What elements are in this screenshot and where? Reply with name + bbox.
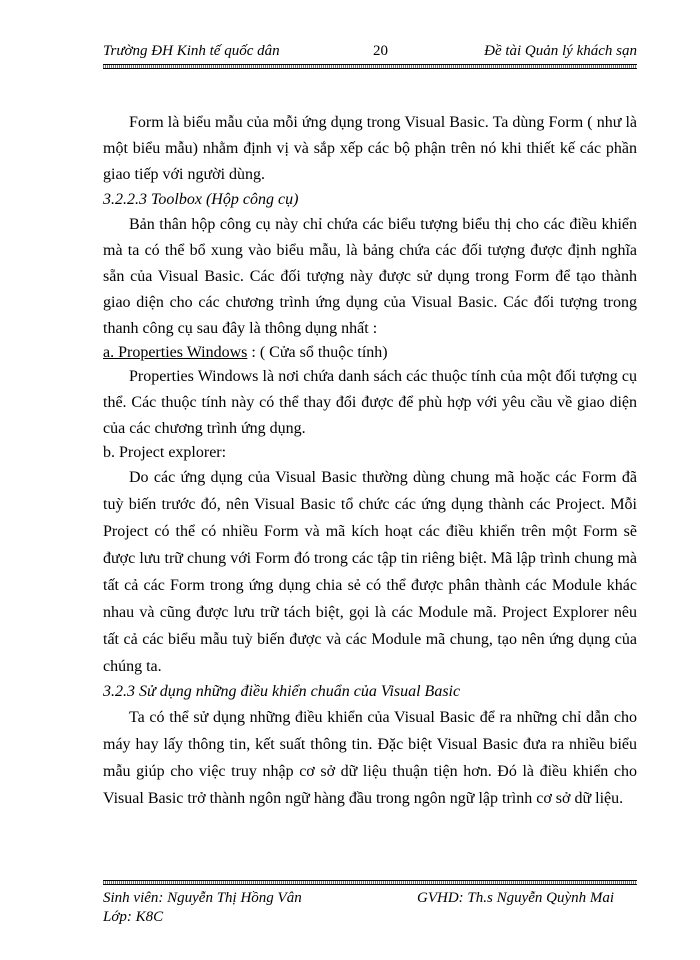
page-number: 20 bbox=[373, 43, 388, 59]
footer-student: Sinh viên: Nguyễn Thị Hồng Vân bbox=[103, 890, 302, 906]
item-heading-properties bbox=[103, 342, 637, 364]
document-body bbox=[103, 110, 637, 812]
paragraph-controls: Ta có thể sử dụng những điều khiển của Visual Basic để ra những chỉ dẫn cho máy hay lấy thông tin, kết suất thông tin. Đặc biệt Visual Basic đưa ra nhiều biểu mẫu giúp cho việc truy nhập cơ sở dữ liệu thuận tiện hơn. Đó là điều khiển cho Visual Basic trở thành ngôn ngữ hàng đầu trong ngôn ngữ lập trình cơ sở dữ liệu. bbox=[103, 709, 637, 807]
footer-class: Lớp: K8C bbox=[103, 909, 164, 925]
header-university: Trường ĐH Kinh tế quốc dân bbox=[103, 43, 280, 59]
item-heading-project-explorer: b. Project explorer: bbox=[103, 444, 227, 461]
page-header bbox=[103, 43, 637, 63]
section-heading-toolbox: 3.2.2.3 Toolbox (Hộp công cụ) bbox=[103, 191, 299, 208]
header-topic: Đề tài Quản lý khách sạn bbox=[484, 43, 637, 59]
header-divider bbox=[103, 64, 637, 69]
paragraph-toolbox: Bản thân hộp công cụ này chỉ chứa các biểu tượng biểu thị cho các điều khiển mà ta có thể bổ xung vào biểu mẫu, là bảng chứa các đối tượng được định nghĩa sẵn của Visual Basic. Các đối tượng này được sử dụng trong Form để tạo thành giao diện cho các chương trình ứng dụng của Visual Basic. Các đối tượng trong thanh công cụ sau đây là thông dụng nhất : bbox=[103, 216, 637, 337]
properties-windows-caption: : ( Cửa sổ thuộc tính) bbox=[247, 344, 388, 361]
paragraph-properties: Properties Windows là nơi chứa danh sách các thuộc tính của một đối tượng cụ thể. Các thuộc tính này có thể thay đổi được để phù hợp với yêu cầu về giao diện của các chương trình ứng dụng. bbox=[103, 368, 637, 437]
footer-divider bbox=[103, 880, 637, 885]
section-heading-controls: 3.2.3 Sử dụng những điều khiển chuẩn của Visual Basic bbox=[103, 683, 461, 700]
properties-windows-label: a. Properties Windows bbox=[103, 344, 248, 361]
paragraph-form: Form là biểu mẫu của mỗi ứng dụng trong Visual Basic. Ta dùng Form ( như là một biểu mẫu) nhằm định vị và sắp xếp các bộ phận trên nó khi thiết kế các phần giao tiếp với người dùng. bbox=[103, 114, 637, 183]
footer-advisor: GVHD: Th.s Nguyễn Quỳnh Mai bbox=[417, 890, 615, 906]
paragraph-project-explorer: Do các ứng dụng của Visual Basic thường dùng chung mã hoặc các Form đã tuỳ biến trước đó, nên Visual Basic tổ chức các ứng dụng thành các Project. Mỗi Project có thể có nhiều Form và mã kích hoạt các điều khiển trên một Form sẽ được lưu trữ chung với Form đó trong các tập tin riêng biệt. Mã lập trình chung mà tất cả các Form trong ứng dụng chia sẻ có thể được phân thành các Module khác nhau và cũng được lưu trữ tách biệt, gọi là các Module mã. Project Explorer nêu tất cả các biểu mẫu tuỳ biến được và các Module mã chung, tạo nên ứng dụng của chúng ta. bbox=[103, 469, 637, 675]
